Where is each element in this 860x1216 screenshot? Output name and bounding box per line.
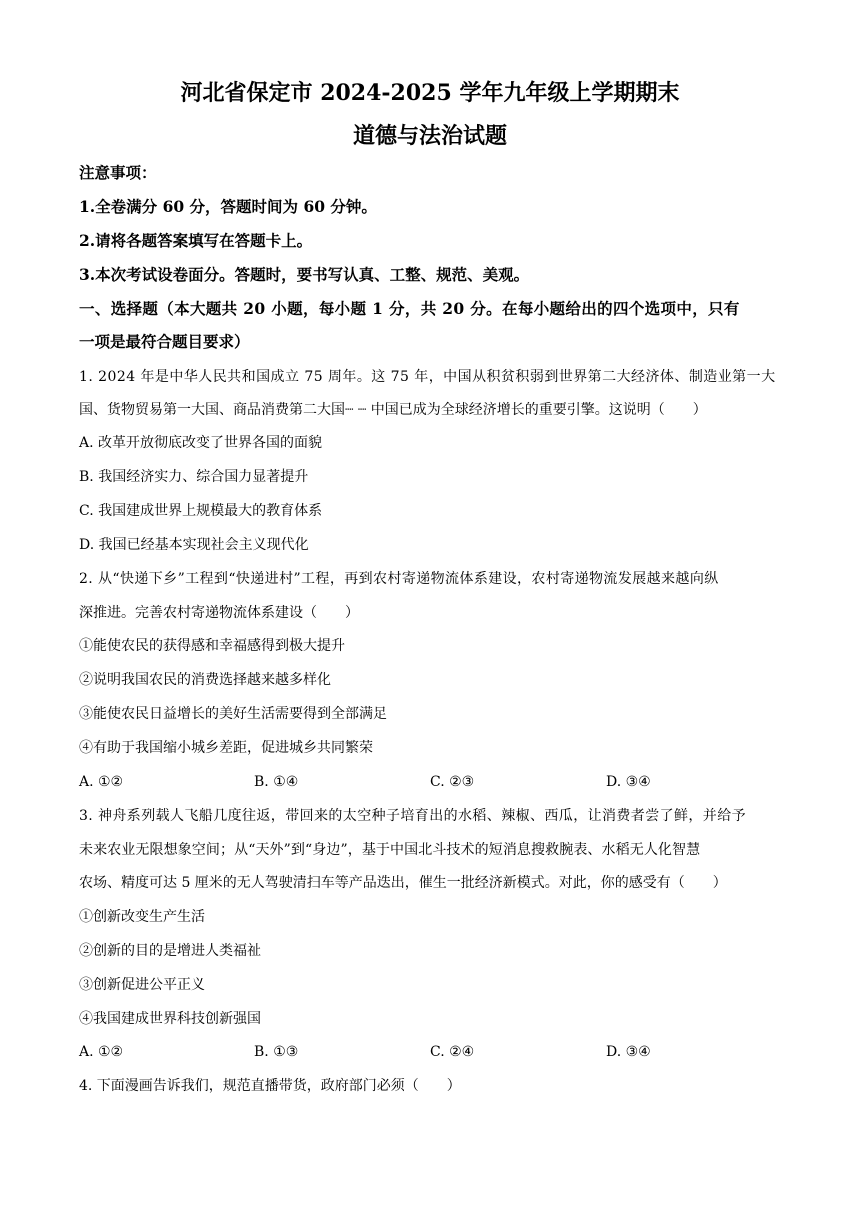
question-1-stem: 1. 2024 年是中华人民共和国成立 75 周年。这 75 年，中国从积贫积弱到世界第二大经济体、制造业第一大 bbox=[79, 369, 776, 385]
question-2-choice-c: C. ②③ bbox=[430, 774, 475, 790]
question-1-option-d: D. 我国已经基本实现社会主义现代化 bbox=[79, 537, 309, 553]
section-heading: 一、选择题（本大题共 20 小题，每小题 1 分，共 20 分。在每小题给出的四个选项中，只有 bbox=[79, 299, 740, 318]
question-2-statement: ③能使农民日益增长的美好生活需要得到全部满足 bbox=[79, 706, 387, 722]
question-3-choice-d: D. ③④ bbox=[606, 1044, 651, 1060]
question-3-statement: ④我国建成世界科技创新强国 bbox=[79, 1011, 261, 1027]
question-3-stem-cont: 农场、精度可达 5 厘米的无人驾驶清扫车等产品迭出，催生一批经济新模式。对此，你的感受有（ ） bbox=[79, 875, 727, 891]
notice-item: 1.全卷满分 60 分，答题时间为 60 分钟。 bbox=[79, 197, 377, 216]
question-3-stem-cont: 未来农业无限想象空间；从“天外”到“身边”，基于中国北斗技术的短消息搜救腕表、水稻无人化智慧 bbox=[79, 842, 701, 858]
question-3-choice-b: B. ①③ bbox=[254, 1044, 299, 1060]
question-2-choice-a: A. ①② bbox=[79, 774, 124, 790]
question-3-stem: 3. 神舟系列载人飞船几度往返，带回来的太空种子培育出的水稻、辣椒、西瓜，让消费者尝了鲜，并给予 bbox=[79, 808, 747, 824]
question-1-option-b: B. 我国经济实力、综合国力显著提升 bbox=[79, 469, 309, 485]
section-heading-cont: 一项是最符合题目要求） bbox=[79, 332, 250, 351]
exam-subtitle: 道德与法治试题 bbox=[352, 123, 507, 149]
question-2-choice-b: B. ①④ bbox=[254, 774, 299, 790]
exam-title: 河北省保定市 2024-2025 学年九年级上学期期末 bbox=[180, 80, 680, 106]
question-3-statement: ①创新改变生产生活 bbox=[79, 909, 205, 925]
question-1-option-c: C. 我国建成世界上规模最大的教育体系 bbox=[79, 503, 323, 519]
question-1-stem-cont: 国、货物贸易第一大国、商品消费第二大国┈ ┈ 中国已成为全球经济增长的重要引擎。这说明（ ） bbox=[79, 402, 707, 418]
question-2-choice-d: D. ③④ bbox=[606, 774, 651, 790]
question-3-choice-c: C. ②④ bbox=[430, 1044, 475, 1060]
question-3-choice-a: A. ①② bbox=[79, 1044, 124, 1060]
question-2-statement: ①能使农民的获得感和幸福感得到极大提升 bbox=[79, 638, 345, 654]
question-3-statement: ②创新的目的是增进人类福祉 bbox=[79, 943, 261, 959]
question-4-stem: 4. 下面漫画告诉我们，规范直播带货，政府部门必须（ ） bbox=[79, 1078, 461, 1094]
question-2-stem: 2. 从“快递下乡”工程到“快递进村”工程，再到农村寄递物流体系建设，农村寄递物流发展越来越向纵 bbox=[79, 571, 719, 587]
notice-item: 2.请将各题答案填写在答题卡上。 bbox=[79, 231, 313, 250]
question-2-stem-cont: 深推进。完善农村寄递物流体系建设（ ） bbox=[79, 605, 359, 621]
question-2-statement: ②说明我国农民的消费选择越来越多样化 bbox=[79, 672, 331, 688]
question-2-statement: ④有助于我国缩小城乡差距，促进城乡共同繁荣 bbox=[79, 740, 373, 756]
question-3-statement: ③创新促进公平正义 bbox=[79, 977, 205, 993]
notice-item: 3.本次考试设卷面分。答题时，要书写认真、工整、规范、美观。 bbox=[79, 265, 530, 284]
notice-heading: 注意事项： bbox=[79, 163, 157, 182]
question-1-option-a: A. 改革开放彻底改变了世界各国的面貌 bbox=[79, 435, 323, 451]
